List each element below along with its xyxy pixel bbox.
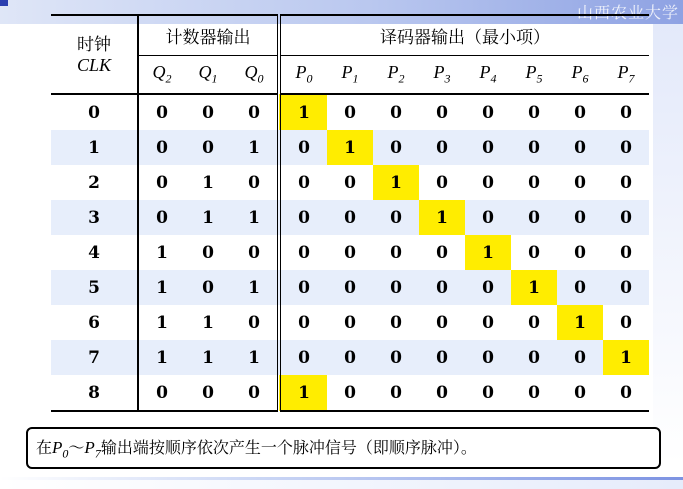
- decoder-cell: 0: [528, 242, 540, 263]
- decoder-cell: 0: [482, 312, 494, 333]
- counter-col-header-base: Q: [152, 62, 166, 83]
- decoder-cell: 0: [511, 375, 557, 411]
- counter-col-header-base: Q: [198, 62, 212, 83]
- decoder-cell: 0: [373, 200, 419, 235]
- counter-cell: 0: [185, 130, 231, 165]
- counter-cell: 0: [202, 102, 214, 123]
- clock-cell: 7: [51, 340, 138, 375]
- decoder-cell: 0: [279, 200, 327, 235]
- decoder-cell: 0: [344, 242, 356, 263]
- slide-bottom-fade: [0, 480, 683, 489]
- decoder-cell: 0: [557, 270, 603, 305]
- decoder-col-header: [557, 56, 603, 95]
- decoder-cell: 0: [511, 130, 557, 165]
- decoder-cell: 0: [482, 102, 494, 123]
- decoder-col-header: [511, 56, 557, 95]
- counter-cell: 0: [231, 375, 279, 411]
- clock-cell: 5: [51, 270, 138, 305]
- counter-cell: 0: [185, 270, 231, 305]
- decoder-cell: 0: [327, 270, 373, 305]
- counter-cell: 0: [185, 375, 231, 411]
- watermark-text: 山西农业大学: [576, 3, 679, 22]
- clock-cell: 2: [51, 165, 138, 200]
- decoder-cell: 0: [603, 200, 649, 235]
- decoder-cell: 0: [344, 172, 356, 193]
- decoder-col-header-sub: 4: [490, 71, 497, 86]
- decoder-cell: 0: [344, 312, 356, 333]
- counter-cell: 1: [231, 340, 279, 375]
- decoder-col-header-base: P: [617, 62, 629, 83]
- decoder-cell: 0: [528, 102, 540, 123]
- decoder-cell: 0: [574, 102, 586, 123]
- caption-to-sub: 7: [94, 446, 101, 461]
- clock-header: [51, 15, 138, 94]
- decoder-cell: 0: [327, 340, 373, 375]
- decoder-col-header-symbol: [617, 62, 635, 86]
- decoder-col-header: [327, 56, 373, 95]
- table-row: [51, 340, 649, 375]
- decoder-col-header-symbol: [433, 62, 451, 86]
- table-row: [51, 305, 649, 340]
- decoder-cell: 0: [465, 340, 511, 375]
- decoder-col-header-sub: 6: [582, 71, 589, 86]
- decoder-cell: 0: [574, 242, 586, 263]
- counter-cell: 0: [231, 94, 279, 130]
- decoder-cell: 0: [419, 130, 465, 165]
- decoder-col-header-sub: 2: [398, 71, 405, 86]
- decoder-cell: 0: [279, 270, 327, 305]
- counter-col-header-symbol: [198, 62, 218, 86]
- counter-col-header-sub: 1: [211, 71, 218, 86]
- decoder-col-header-symbol: [341, 62, 359, 86]
- table-row: [51, 270, 649, 305]
- counter-col-header: [231, 56, 279, 95]
- decoder-col-header-sub: 1: [352, 71, 359, 86]
- decoder-cell: 0: [390, 242, 402, 263]
- decoder-cell: 0: [419, 375, 465, 411]
- decoder-cell: 0: [327, 200, 373, 235]
- decoder-col-header: [465, 56, 511, 95]
- counter-col-header-base: Q: [244, 62, 258, 83]
- decoder-col-header-symbol: [295, 62, 313, 86]
- decoder-cell: 0: [436, 312, 448, 333]
- decoder-cell: 0: [298, 172, 310, 193]
- decoder-cell: 0: [436, 242, 448, 263]
- decoder-col-header-symbol: [479, 62, 497, 86]
- decoder-cell: 0: [436, 102, 448, 123]
- caption-tilde: ～: [68, 438, 85, 457]
- counter-col-header: [138, 56, 185, 95]
- counter-cell: 1: [138, 270, 185, 305]
- decoder-cell: 0: [465, 375, 511, 411]
- decoder-cell: 0: [327, 375, 373, 411]
- counter-cell: 1: [156, 242, 168, 263]
- decoder-cell-active: 1: [279, 375, 327, 411]
- clock-cell: 8: [51, 375, 138, 411]
- decoder-col-header-base: P: [341, 62, 353, 83]
- decoder-col-header-base: P: [479, 62, 491, 83]
- decoder-col-header-symbol: [387, 62, 405, 86]
- decoder-cell: 0: [511, 200, 557, 235]
- decoder-group-header: 译码器输出（最小项）: [279, 15, 649, 56]
- counter-cell: 1: [185, 340, 231, 375]
- decoder-cell: 0: [620, 312, 632, 333]
- slide-right-bar: [653, 24, 683, 464]
- clock-cell: 3: [51, 200, 138, 235]
- decoder-cell: 0: [344, 102, 356, 123]
- decoder-col-header-symbol: [525, 62, 543, 86]
- decoder-cell-active: 1: [465, 235, 511, 270]
- decoder-cell: 0: [557, 130, 603, 165]
- decoder-col-header: [603, 56, 649, 95]
- decoder-cell: 0: [298, 312, 310, 333]
- counter-cell: 0: [231, 165, 279, 200]
- decoder-cell-active: 1: [419, 200, 465, 235]
- decoder-cell: 0: [511, 340, 557, 375]
- decoder-cell: 0: [574, 172, 586, 193]
- caption-rest: 输出端按顺序依次产生一个脉冲信号（即顺序脉冲）。: [100, 438, 477, 457]
- counter-cell: 1: [156, 312, 168, 333]
- counter-cell: 0: [156, 102, 168, 123]
- counter-cell: 0: [138, 375, 185, 411]
- decoder-cell: 0: [603, 375, 649, 411]
- counter-col-header-symbol: [244, 62, 264, 86]
- counter-col-header-sub: 2: [165, 71, 172, 86]
- decoder-cell: 0: [557, 200, 603, 235]
- caption-from-base: P: [52, 438, 63, 457]
- decoder-cell: 0: [620, 172, 632, 193]
- decoder-cell-active: 1: [327, 130, 373, 165]
- clock-header-symbol: CLK: [76, 54, 112, 75]
- clock-cell: 4: [51, 235, 138, 270]
- decoder-col-header-sub: 0: [306, 71, 313, 86]
- table-row: [51, 94, 649, 130]
- decoder-cell: 0: [557, 375, 603, 411]
- decoder-cell: 0: [436, 172, 448, 193]
- decoder-col-header-base: P: [295, 62, 307, 83]
- table-row: [51, 130, 649, 165]
- decoder-cell: 0: [620, 242, 632, 263]
- decoder-col-header-base: P: [387, 62, 399, 83]
- counter-col-header: [185, 56, 231, 95]
- caption-from-sub: 0: [62, 446, 69, 461]
- decoder-col-header-sub: 3: [444, 71, 451, 86]
- clock-cell: 1: [51, 130, 138, 165]
- decoder-cell: 0: [373, 130, 419, 165]
- caption-box: [26, 427, 661, 469]
- decoder-cell-active: 1: [557, 305, 603, 340]
- decoder-cell: 0: [465, 200, 511, 235]
- table-row: [51, 235, 649, 270]
- truth-table: [51, 14, 649, 412]
- header-row-1: [51, 15, 649, 56]
- decoder-cell: 0: [373, 270, 419, 305]
- table-row: [51, 200, 649, 235]
- decoder-cell: 0: [279, 340, 327, 375]
- clock-cell: 0: [51, 94, 138, 130]
- decoder-cell: 0: [279, 130, 327, 165]
- decoder-cell: 0: [603, 270, 649, 305]
- decoder-col-header: [419, 56, 465, 95]
- decoder-col-header: [373, 56, 419, 95]
- decoder-cell: 0: [465, 130, 511, 165]
- decoder-cell-active: 1: [279, 94, 327, 130]
- counter-cell: 1: [231, 200, 279, 235]
- counter-col-header-symbol: [152, 62, 172, 86]
- decoder-cell: 0: [528, 172, 540, 193]
- decoder-cell: 0: [419, 340, 465, 375]
- counter-cell: 0: [138, 130, 185, 165]
- counter-cell: 1: [202, 172, 214, 193]
- counter-group-header: 计数器输出: [138, 15, 279, 56]
- decoder-col-header-sub: 5: [536, 71, 543, 86]
- clock-header-label: 时钟: [77, 34, 111, 55]
- counter-cell: 1: [138, 340, 185, 375]
- caption-to-symbol: [84, 438, 101, 461]
- decoder-cell: 0: [465, 270, 511, 305]
- table-row: [51, 375, 649, 411]
- decoder-cell: 0: [603, 130, 649, 165]
- counter-cell: 0: [156, 172, 168, 193]
- decoder-col-header: [279, 56, 327, 95]
- counter-cell: 0: [231, 235, 279, 270]
- decoder-col-header-sub: 7: [628, 71, 635, 86]
- caption-to-base: P: [84, 438, 95, 457]
- decoder-cell: 0: [528, 312, 540, 333]
- counter-col-header-sub: 0: [257, 71, 264, 86]
- decoder-cell-active: 1: [511, 270, 557, 305]
- caption-from-symbol: [52, 438, 69, 461]
- clock-cell: 6: [51, 305, 138, 340]
- counter-cell: 0: [231, 305, 279, 340]
- decoder-cell-active: 1: [373, 165, 419, 200]
- counter-cell: 0: [202, 242, 214, 263]
- decoder-cell: 0: [620, 102, 632, 123]
- decoder-cell: 0: [390, 102, 402, 123]
- decoder-cell: 0: [482, 172, 494, 193]
- counter-cell: 0: [138, 200, 185, 235]
- counter-cell: 1: [202, 312, 214, 333]
- decoder-cell-active: 1: [603, 340, 649, 375]
- counter-cell: 1: [231, 270, 279, 305]
- decoder-cell: 0: [419, 270, 465, 305]
- decoder-cell: 0: [373, 375, 419, 411]
- decoder-col-header-base: P: [433, 62, 445, 83]
- caption-prefix: 在: [36, 438, 53, 457]
- slide-corner-mark: [0, 0, 8, 6]
- header-row-2: [51, 56, 649, 95]
- counter-cell: 1: [185, 200, 231, 235]
- decoder-col-header-base: P: [571, 62, 583, 83]
- decoder-col-header-base: P: [525, 62, 537, 83]
- decoder-col-header-symbol: [571, 62, 589, 86]
- counter-cell: 1: [231, 130, 279, 165]
- decoder-cell: 0: [373, 340, 419, 375]
- decoder-cell: 0: [298, 242, 310, 263]
- decoder-cell: 0: [390, 312, 402, 333]
- decoder-cell: 0: [557, 340, 603, 375]
- table-row: [51, 165, 649, 200]
